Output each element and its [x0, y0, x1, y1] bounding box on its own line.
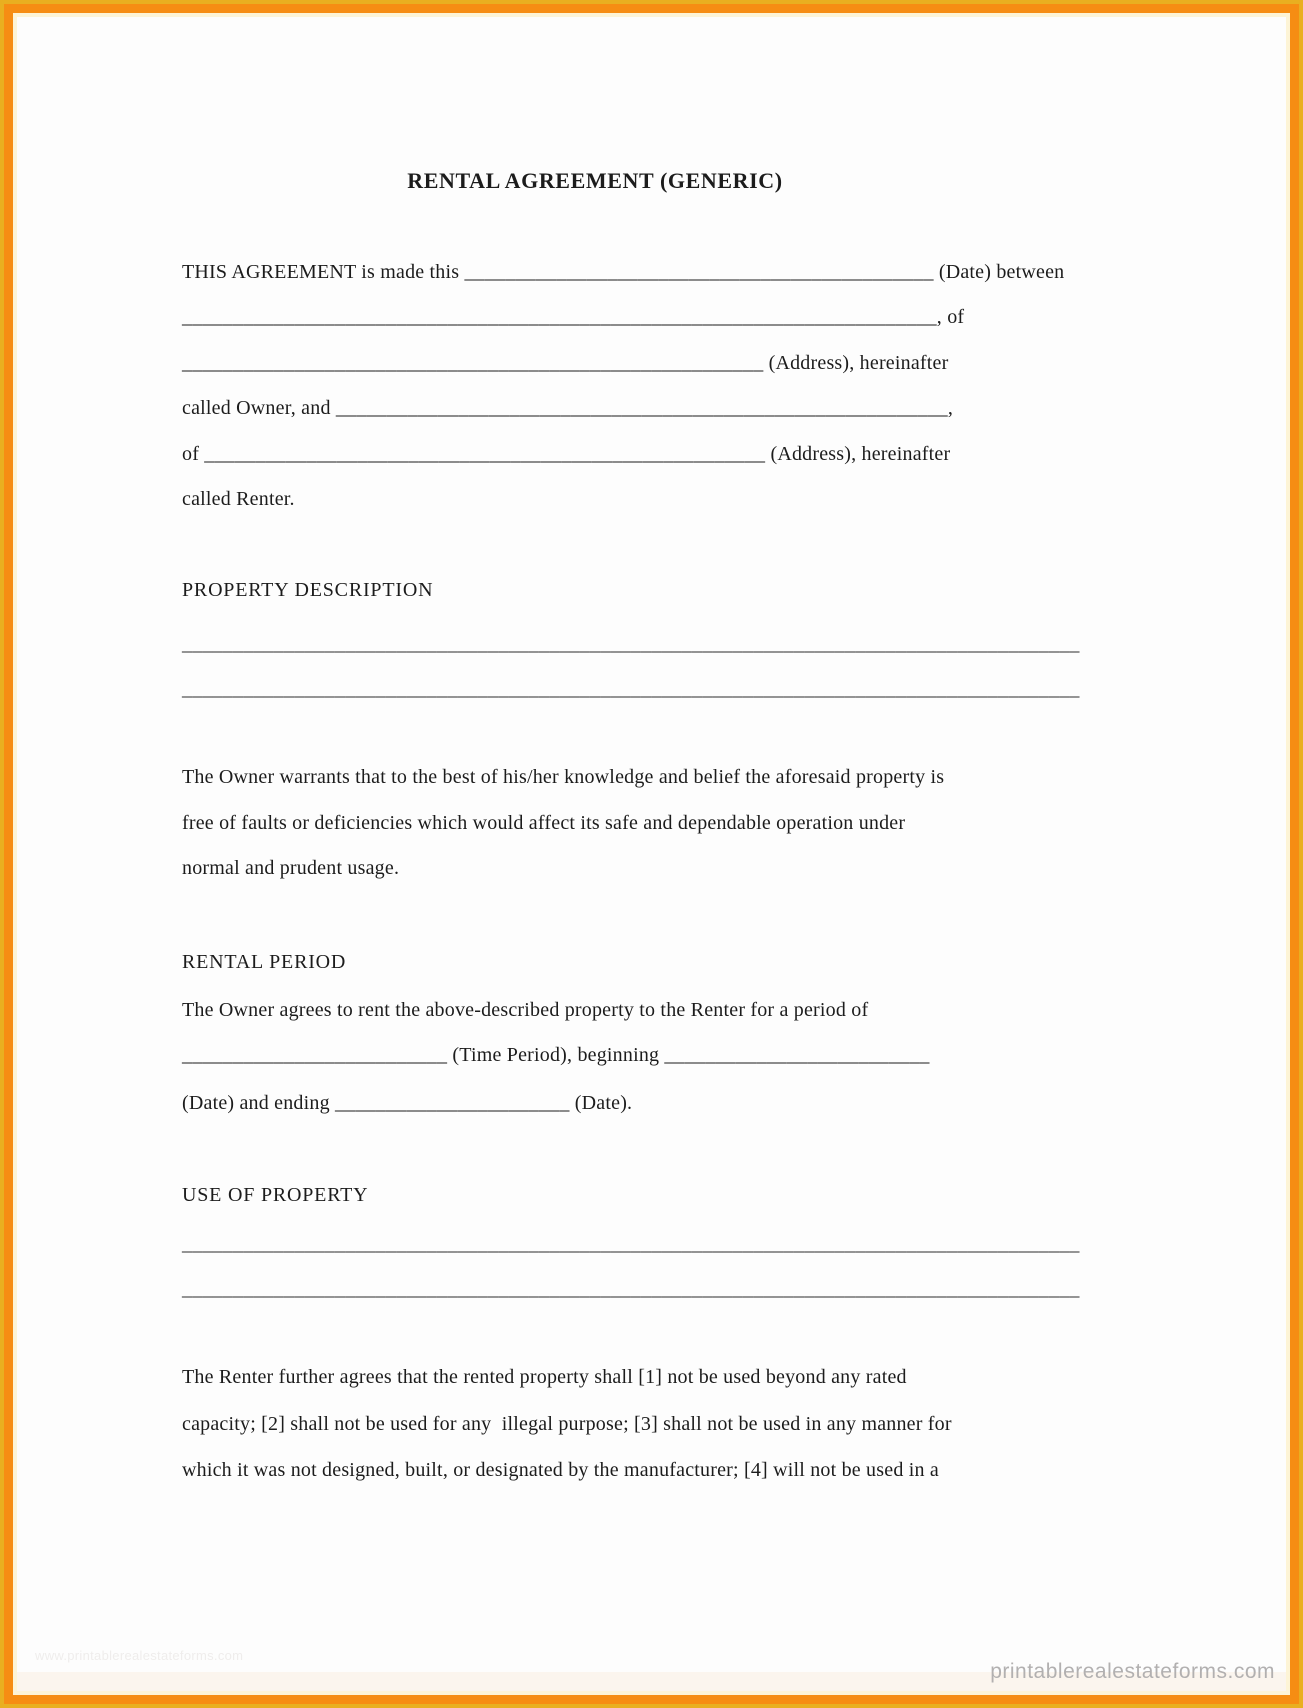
property-blank-line-1: ________________________________________________________________________________________: [182, 633, 1080, 655]
intro-line-1: THIS AGREEMENT is made this ______________________________________________ (Date) between: [182, 261, 1065, 283]
document-title: RENTAL AGREEMENT (GENERIC): [407, 168, 783, 193]
warranty-line-3: normal and prudent usage.: [182, 857, 400, 879]
intro-line-3: _________________________________________________________ (Address), hereinafter: [182, 352, 949, 374]
rental-line-2: __________________________ (Time Period), beginning __________________________: [182, 1044, 930, 1066]
intro-line-2: __________________________________________________________________________, of: [182, 306, 965, 328]
property-blank-line-2: ________________________________________________________________________________________: [182, 678, 1080, 700]
renter-agrees-line-3: which it was not designed, built, or designated by the manufacturer; [4] will not be used in a: [182, 1459, 939, 1481]
intro-line-6: called Renter.: [182, 488, 295, 510]
rental-line-3: (Date) and ending _______________________ (Date).: [182, 1092, 633, 1114]
rental-line-1: The Owner agrees to rent the above-described property to the Renter for a period of: [182, 999, 869, 1021]
warranty-line-1: The Owner warrants that to the best of his/her knowledge and belief the aforesaid property is: [182, 766, 945, 788]
use-blank-line-1: ________________________________________________________________________________________: [182, 1233, 1080, 1255]
watermark-right: printablerealestateforms.com: [990, 1660, 1275, 1683]
property-description-heading: PROPERTY DESCRIPTION: [182, 579, 434, 601]
renter-agrees-line-1: The Renter further agrees that the rented property shall [1] not be used beyond any rated: [182, 1366, 907, 1388]
renter-agrees-line-2: capacity; [2] shall not be used for any illegal purpose; [3] shall not be used in any manner for: [182, 1413, 952, 1435]
warranty-line-2: free of faults or deficiencies which would affect its safe and dependable operation under: [182, 812, 906, 834]
watermark-left: www.printablerealestateforms.com: [35, 1648, 244, 1663]
intro-line-4: called Owner, and ____________________________________________________________,: [182, 397, 954, 419]
intro-line-5: of _______________________________________________________ (Address), hereinafter: [182, 443, 951, 465]
use-of-property-heading: USE OF PROPERTY: [182, 1184, 369, 1206]
use-blank-line-2: ________________________________________________________________________________________: [182, 1278, 1080, 1300]
rental-period-heading: RENTAL PERIOD: [182, 951, 347, 973]
